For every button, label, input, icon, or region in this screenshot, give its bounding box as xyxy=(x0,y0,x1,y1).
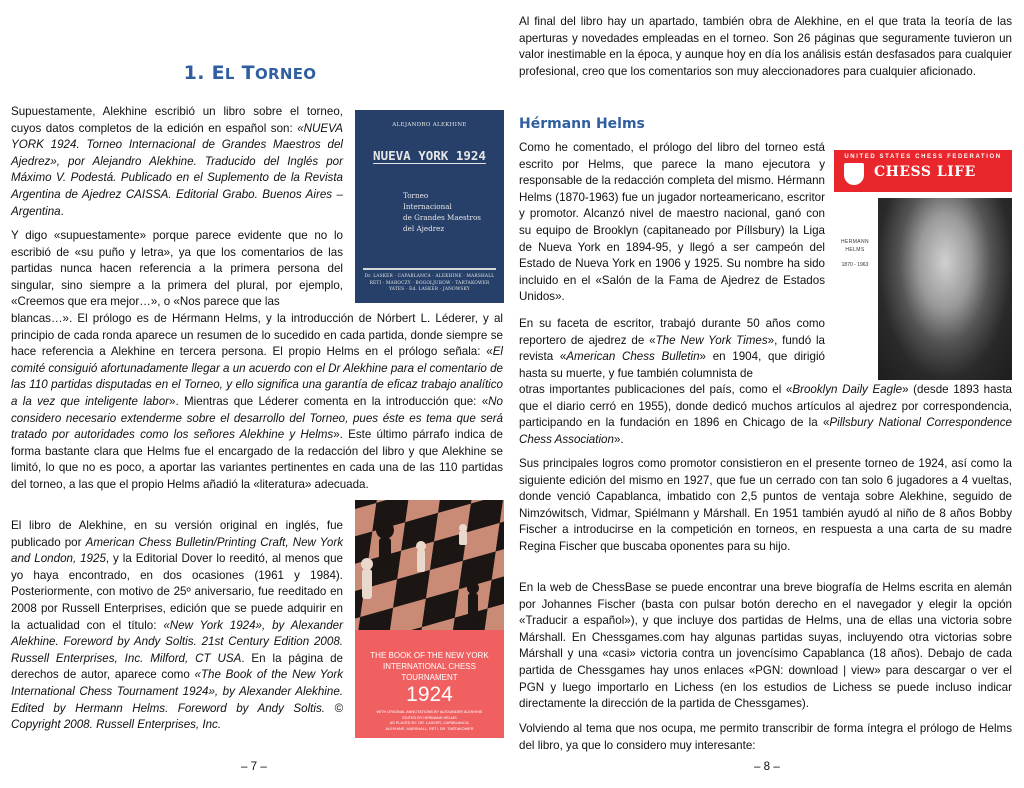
chess-life-cover xyxy=(834,150,1012,380)
paragraph-volviendo: Volviendo al tema que nos ocupa, me permito transcribir de forma íntegra el prólogo de Helms del libro, ya que lo considero muy interesante: xyxy=(519,722,1012,752)
paragraph-supuestamente: Y digo «supuestamente» porque parece evidente que no lo escribió de «su puño y letra», ya que los comentarios de las partidas nunca hacen referencia a la primera persona del singular, sino siempre a la primera del plural, por ejemplo, «Creemos que era mejor…», o «Nos parece que las xyxy=(11,229,343,309)
paragraph-apertura-teoria: Al final del libro hay un apartado, también obra de Alekhine, en el que trata la teoría de las aperturas y novedades empleadas en el torneo. Son 26 páginas que seguramente tuvieron un valor inestimable en la época, y aunque hoy en día los análisis están desfasados para cualquier profesional, creo que los comentarios son muy aleccionadores para cualquier aficionado. xyxy=(519,15,1012,78)
paragraph-escritor-cont: otras importantes publicaciones del país, como el «Brooklyn Daily Eagle» (desde 1893 hasta que el diario cerró en 1955), donde dedicó muchos artículos al ajedrez por correspondencia, participando en la fundación en 1896 en Chicago de la «Pillsbury National Correspondence Chess Association». xyxy=(519,383,1013,446)
subsection-heading: Hérmann Helms xyxy=(519,116,645,132)
portrait-photo xyxy=(878,198,1012,380)
paragraph-promotor: Sus principales logros como promotor consistieron en el presente torneo de 1924, así como la siguiente edición del mismo en 1927, que fue un cerrado con tan solo 6 jugadores a 4 vueltas, donde venció Capablanca, imbatido con 2,5 puntos de ventaja sobre Alekhine, seguido de Nimzówitsch, Vidmar, Spiélmann y Márshall. En 1951 también ayudó al niño de 8 años Bobby Fischer a introducirse en la competición en torneos, en respuesta a una carta de su madre Regina Fischer que buscaba oponentes para su hijo. xyxy=(519,457,1012,553)
paragraph-original-edition: El libro de Alekhine, en su versión original en inglés, fue publicado por American Chess Bulletin/Printing Craft, New York and London, 1925, y la Editorial Dover lo reeditó, al menos que yo haya encontrado, en dos ocasiones (1961 y 1984). Posteriormente, con motivo de 25º aniversario, fue reeditado en 2008 por Russell Enterprises, edición que se puede adquirir en la actualidad con el título: «New York 1924», by Alexander Alekhine. Foreword by Andy Soltis. 21st Century Edition 2008. Russell Enterprises, Inc. Milford, CT USA. En la página de derechos de autor, aparece como «The Book of the New York International Chess Tournament 1924», by Alexander Alekhine. Edited by Hermann Helms. Foreword by Andy Soltis. © Copyright 2008. Russell Enterprises, Inc. xyxy=(11,519,344,732)
cover-players: Dr. LASKER · CAPABLANCA · ALEKHINE · MARSHALL RETI · MAROCZY · BOGOLJUBOW · TARTAKOWER YATES · Ed. LASKER · JANOWSKY xyxy=(364,274,495,292)
paragraph-chessbase: En la web de ChessBase se puede encontrar una breve biografía de Helms escrita en alemán por Johannes Fischer (basta con pulsar botón derecho en el navegador y elegir la opción «Traducir a español»), y que incluye dos partidas de Helms, una de ellas una victoria sobre Márshall. En Chessgames.com hay algunas partidas suyas, incluyendo otra victorias sobre Márshall y una «casi» victoria contra un jovencísimo Capablanca (18 años). Debajo de cada partida de Chessgames hay unos enlaces «PGN: download | view» para descargar o ver el PGN y luego importarlo en Lichess (en los estudios de Lichess se puede incluso indicar directamente la dirección de la partida de Chessgames). xyxy=(519,581,1012,711)
cover-years: 1870 - 1963 xyxy=(841,262,869,268)
paragraph-helms-bio: Como he comentado, el prólogo del libro del torneo está escrito por Helms, que parece la mano ejecutora y responsable de la redacción completa del mismo. Hérmann Helms (1870-1963) fue un jugador norteamericano, escritor y promotor. Alcanzó nivel de maestro nacional, ganó con su equipo de Brooklyn (capitaneado por Píllsbury) la Liga de Nueva York en 1894-95, y llegó a ser campeón del Estado de Nueva York en 1906 y 1925. Su nombre ha sido incluido en el «Salón de la Fama de Ajedrez de Estados Unidos». xyxy=(519,141,825,304)
cover-author: ALEJANDRO ALEKHINE xyxy=(392,122,467,128)
cover-credits: WITH ORIGINAL ANNOTATIONS BY ALEXANDER ALEKHINE EDITED BY HERMANN HELMS AS PLAYED BY: DR. LASKER, CAPABLANCA, ALEKHINE, MARSHALL, RETI, DR. TARTAKOWER xyxy=(376,710,483,731)
cover-title: THE BOOK OF THE NEW YORK INTERNATIONAL CHESS TOURNAMENT xyxy=(370,651,489,682)
chessboard-image xyxy=(355,500,504,630)
cover-subtitle: Torneo Internacional de Grandes Maestros del Ajedrez xyxy=(403,191,481,233)
cover-year: 1924 xyxy=(406,683,453,706)
cover-rule xyxy=(363,268,496,270)
federation-label: UNITED STATES CHESS FEDERATION xyxy=(844,154,1002,160)
chess-life-masthead xyxy=(834,150,1012,192)
paragraph-escritor: En su faceta de escritor, trabajó durante 50 años como reportero de ajedrez de «The New York Times», fundó la revista «American Chess Bulletin» en 1904, que dirigió hasta su muerte, y fue también columnista de xyxy=(519,317,825,380)
page-number-right: – 8 – xyxy=(754,760,780,773)
magazine-title: CHESS LIFE xyxy=(874,164,976,180)
cover-title: NUEVA YORK 1924 xyxy=(373,148,486,163)
book-cover-nueva-york-1924 xyxy=(355,110,504,303)
page-number-left: – 7 – xyxy=(241,760,267,773)
paragraph-prologo: blancas…». El prólogo es de Hérmann Helms, y la introducción de Nórbert L. Léderer, y al principio de cada ronda aparece un resumen de lo sucedido en cada partida, donde siempre se hace referencia a Alekhine en tercera persona. El propio Helms en el prólogo señala: «El comité consiguió afortunadamente llegar a un acuerdo con el Dr Alekhine para el comentario de las 110 partidas disputadas en el Torneo, y ello significa una garantía de eficaz trabajo analítico a la vez que inteligente labor». Mientras que Léderer comenta en la introducción que: «No considero necesario extenderme sobre el desarrollo del Torneo, pues éste es tema que será tratado por autoridades como los señores Alekhine y Helms». Este último párrafo indica de forma bastante clara que Helms fue el encargado de la redacción del libro y que Alekhine se limitó, lo que no es poco, a aportar las variantes pertinentes en cada una de las 110 partidas del torneo, a las que el propio Helms añadió la «literatura» adecuada. xyxy=(11,312,503,491)
paragraph-edition: Supuestamente, Alekhine escribió un libro sobre el torneo, cuyos datos completos de la edición en español son: «NUEVA YORK 1924. Torneo Internacional de Grandes Maestros del Ajedrez», por Alejandro Alekhine. Traducido del Inglés por Máximo V. Podestá. Publicado en el Suplemento de la Revista Argentina de Ajedrez CAISSA. Editorial Grabo. Buenos Aires – Argentina. xyxy=(11,105,343,218)
cover-name: HERMANN HELMS xyxy=(840,239,870,253)
section-heading: 1. EL TORNEO xyxy=(183,62,317,84)
book-cover-new-york-tournament xyxy=(355,500,504,738)
uscf-shield-icon xyxy=(844,163,864,185)
